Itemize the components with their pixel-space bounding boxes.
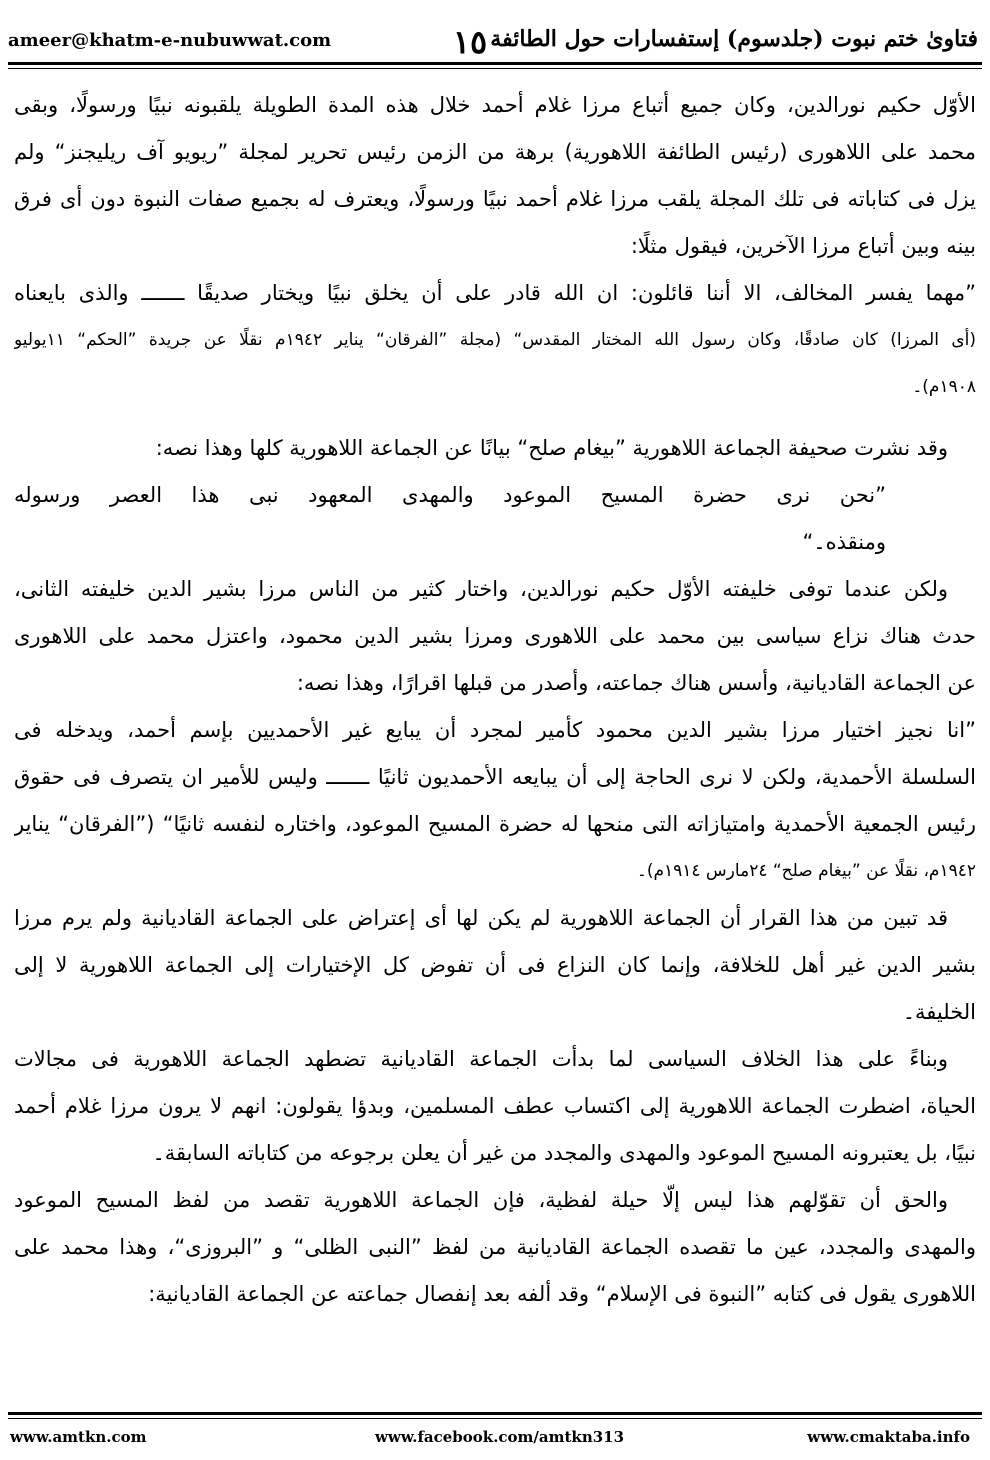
quote-line: السلسلة الأحمدية، ولكن لا نرى الحاجة إلى أن يبايعه الأحمديون ثانيًا ـــــــ وليس للأمير ان يتصرف فى حقوق xyxy=(14,765,976,789)
body-line: قد تبين من هذا القرار أن الجماعة اللاهورية لم يكن لها أى إعتراض على الجماعة القاديانية ولم يرم مرزا xyxy=(14,906,948,930)
body-line: الأوّل حكيم نورالدين، وكان جميع أتباع مرزا غلام أحمد خلال هذه المدة الطويلة يلقبونه نبيًا ورسولًا، وبقى xyxy=(14,93,976,117)
body-line: والحق أن تقوّلهم هذا ليس إلّا حيلة لفظية، فإن الجماعة اللاهورية تقصد من لفظ المسيح الموعود xyxy=(14,1188,948,1212)
header-divider-thin xyxy=(8,68,982,69)
header-email[interactable]: ameer@khatm-e-nubuwwat.com xyxy=(8,30,332,51)
body-line: الخليفة۔ xyxy=(902,1000,976,1024)
quote-line: ١٩٠٨م)۔ xyxy=(912,377,976,397)
footer-link-facebook[interactable]: www.facebook.com/amtkn313 xyxy=(375,1428,625,1446)
quote-line: ١٩٤٢م، نقلًا عن ”بيغام صلح“ ٢٤مارس ١٩١٤م)۔ xyxy=(636,861,976,881)
page-number: ١٥ xyxy=(452,23,488,61)
page-footer xyxy=(0,1410,990,1460)
footer-link-cmaktaba[interactable]: www.cmaktaba.info xyxy=(807,1428,970,1446)
body-line: الحياة، اضطرت الجماعة اللاهورية إلى اكتساب عطف المسلمين، وبدؤا يقولون: انهم لا يرون مرزا غلام أحمد xyxy=(14,1094,976,1118)
body-line: يزل فى كتاباته فى تلك المجلة يلقب مرزا غلام أحمد نبيًا ورسولًا، ويعترف له بجميع صفات النبوة دون أى فرق xyxy=(14,187,976,211)
body-line: عن الجماعة القاديانية، وأسس هناك جماعته، وأصدر من قبلها اقرارًا، وهذا نصه: xyxy=(296,671,976,695)
body-line: ولكن عندما توفى خليفته الأوّل حكيم نورالدين، واختار كثير من الناس مرزا بشير الدين خليفته الثانى، xyxy=(14,577,948,601)
quote-line: رئيس الجمعية الأحمدية وامتيازاته التى منحها له حضرة المسيح الموعود، واختاره لنفسه ثانيًا“ (”الفرقان“ يناير xyxy=(14,812,976,836)
footer-link-amtkn[interactable]: www.amtkn.com xyxy=(10,1428,147,1446)
header-divider-thick xyxy=(8,62,982,65)
body-line: بشير الدين غير أهل للخلافة، وإنما كان النزاع فى أن تفوض كل الإختيارات إلى الجماعة اللاهورية لا إلى xyxy=(14,953,976,977)
body-line: محمد على اللاهورى (رئيس الطائفة اللاهورية) برهة من الزمن رئيس تحرير لمجلة ”ريويو آف ريليجنز“ ولم xyxy=(14,140,976,164)
body-line: والمهدى والمجدد، عين ما تقصده الجماعة القاديانية من لفظ ”النبى الظلى“ و ”البروزى“، وهذا محمد على xyxy=(14,1235,976,1259)
quote-line: ومنقذه۔“ xyxy=(802,530,886,554)
body-line: اللاهورى يقول فى كتابه ”النبوة فى الإسلام“ وقد ألفه بعد إنفصال جماعته عن الجماعة القاديانية: xyxy=(148,1282,976,1306)
body-line: نبيًا، بل يعتبرونه المسيح الموعود والمهدى والمجدد من غير أن يعلن برجوعه من كتاباته السابقة۔ xyxy=(152,1141,976,1165)
body-text xyxy=(14,82,976,1318)
body-line: وبناءً على هذا الخلاف السياسى لما بدأت الجماعة القاديانية تضطهد الجماعة اللاهورية فى مجالات xyxy=(14,1047,948,1071)
body-line: وقد نشرت صحيفة الجماعة اللاهورية ”بيغام صلح“ بيانًا عن الجماعة اللاهورية كلها وهذا نصه: xyxy=(155,436,948,460)
header-title: فتاویٰ ختم نبوت (جلدسوم) إستفسارات حول الطائفة xyxy=(490,26,978,52)
body-line: حدث هناك نزاع سياسى بين محمد على اللاهورى ومرزا بشير الدين محمود، واعتزل محمد على اللاهورى xyxy=(14,624,976,648)
quote-line: (أى المرزا) كان صادقًا، وكان رسول الله المختار المقدس“ (مجلة ”الفرقان“ يناير ١٩٤٢م نقلًا عن جريدة ”الحكم“ ١١يوليو xyxy=(14,330,976,350)
quote-line: ”انا نجيز اختيار مرزا بشير الدين محمود كأمير لمجرد أن يبايع غير الأحمديين بإسم أحمد، ويدخله فى xyxy=(14,718,976,742)
body-line: بينه وبين أتباع مرزا الآخرين، فيقول مثلًا: xyxy=(630,234,976,258)
quote-line: ”مهما يفسر المخالف، الا أننا قائلون: ان الله قادر على أن يخلق نبيًا ويختار صديقًا ـــــــ والذى بايعناه xyxy=(14,281,976,305)
quote-line: ”نحن نرى حضرة المسيح الموعود والمهدى المعهود نبى هذا العصر ورسوله xyxy=(14,483,886,507)
